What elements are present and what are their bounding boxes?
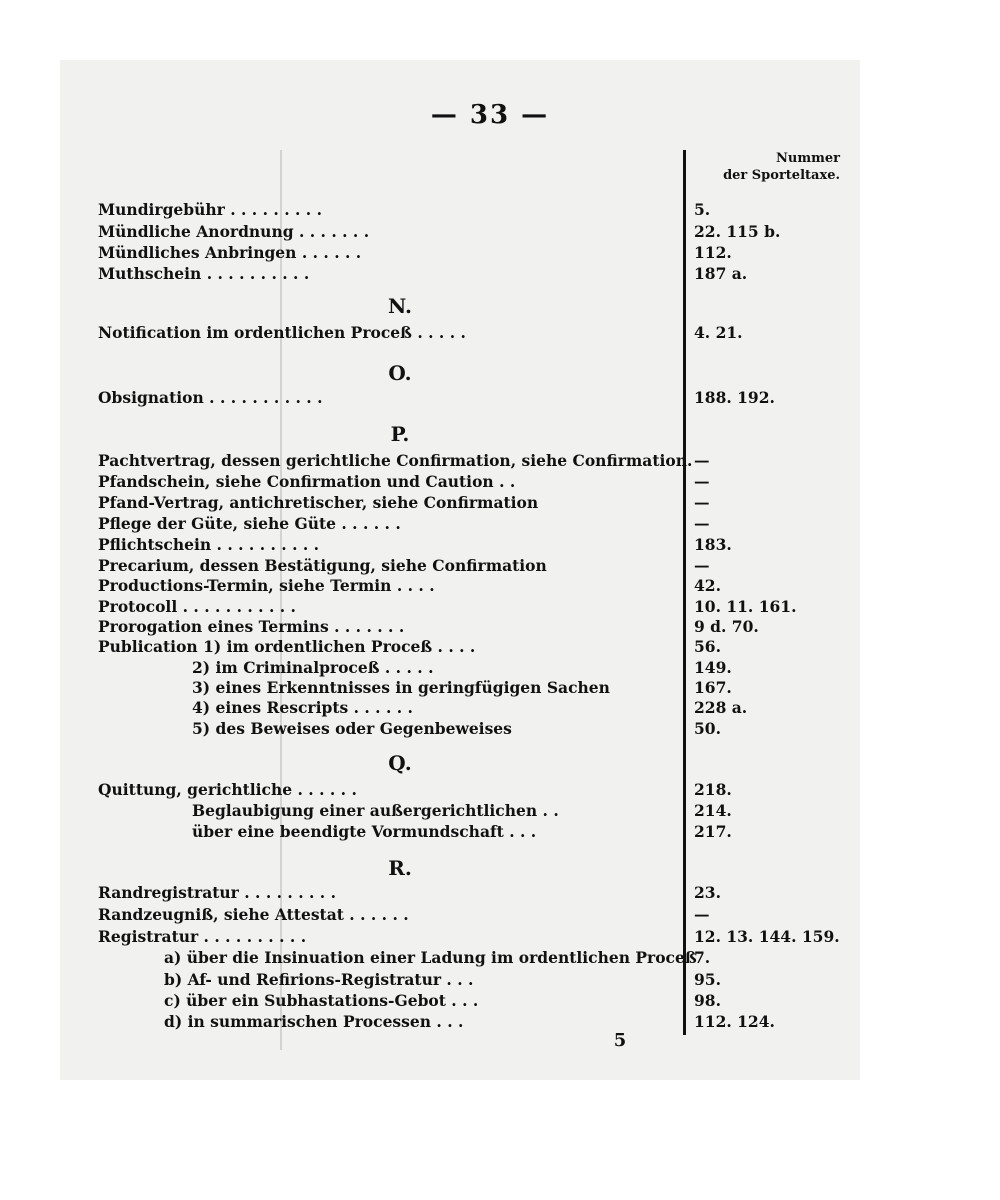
entry-number: 218.	[694, 780, 732, 799]
entry-label: Quittung, gerichtliche . . . . . .	[98, 780, 357, 799]
entry-number: 98.	[694, 991, 721, 1010]
entry-number: 214.	[694, 801, 732, 820]
entry-number: 167.	[694, 678, 732, 697]
index-row	[98, 636, 828, 658]
entry-label: Randregistratur . . . . . . . . .	[98, 883, 336, 902]
index-row	[98, 555, 828, 577]
entry-label: Pflege der Güte, siehe Güte . . . . . .	[98, 514, 401, 533]
index-row	[98, 387, 828, 409]
entry-number: 7.	[694, 948, 711, 967]
index-row	[98, 263, 828, 285]
index-row	[98, 882, 828, 904]
index-row	[98, 947, 828, 969]
entry-label: Muthschein . . . . . . . . . .	[98, 264, 310, 283]
entry-number: 4. 21.	[694, 323, 743, 342]
index-row	[98, 677, 828, 699]
entry-number: 188. 192.	[694, 388, 775, 407]
section-letter: Q.	[388, 751, 412, 775]
index-row	[98, 718, 828, 740]
entry-number: —	[694, 556, 710, 575]
index-row	[98, 513, 828, 535]
index-row	[98, 779, 828, 801]
entry-number: 42.	[694, 576, 721, 595]
entry-label: 4) eines Rescripts . . . . . .	[192, 698, 413, 717]
index-row	[98, 616, 828, 638]
entry-number: 149.	[694, 658, 732, 677]
index-row	[98, 534, 828, 556]
entry-number: 56.	[694, 637, 721, 656]
column-header-line-1: Nummer	[776, 151, 840, 166]
entry-number: 22. 115 b.	[694, 222, 781, 241]
entry-label: Mündliches Anbringen . . . . . .	[98, 243, 362, 262]
index-row	[98, 492, 828, 514]
index-row	[98, 800, 828, 822]
entry-number: 228 a.	[694, 698, 748, 717]
entry-number: —	[694, 905, 710, 924]
entry-number: —	[694, 493, 710, 512]
section-letter: R.	[388, 856, 412, 880]
signature-mark: 5	[613, 1030, 627, 1051]
index-row	[98, 450, 828, 472]
index-row	[98, 821, 828, 843]
entry-number: 183.	[694, 535, 732, 554]
entry-label: über eine beendigte Vormundschaft . . .	[192, 822, 537, 841]
entry-number: 95.	[694, 970, 721, 989]
index-row	[98, 322, 828, 344]
page-number: — 33 —	[430, 100, 550, 130]
entry-number: —	[694, 514, 710, 533]
section-letter: N.	[388, 294, 412, 318]
entry-number: 50.	[694, 719, 721, 738]
entry-label: Beglaubigung einer außergerichtlichen . .	[192, 801, 559, 820]
entry-number: 187 a.	[694, 264, 748, 283]
entry-label: b) Af- und Refirions-Registratur . . .	[164, 970, 474, 989]
entry-number: 5.	[694, 200, 711, 219]
entry-label: 3) eines Erkenntnisses in geringfügigen Sachen	[192, 678, 610, 697]
entry-label: Randzeugniß, siehe Attestat . . . . . .	[98, 905, 409, 924]
index-row	[98, 697, 828, 719]
entry-label: d) in summarischen Processen . . .	[164, 1012, 464, 1031]
entry-label: Protocoll . . . . . . . . . . .	[98, 597, 296, 616]
index-row	[98, 990, 828, 1012]
column-header	[700, 150, 840, 184]
entry-number: 10. 11. 161.	[694, 597, 797, 616]
entry-label: a) über die Insinuation einer Ladung im ordentlichen Proceß	[164, 948, 697, 967]
entry-label: Pflichtschein . . . . . . . . . .	[98, 535, 320, 554]
entry-label: c) über ein Subhastations-Gebot . . .	[164, 991, 479, 1010]
index-row	[98, 969, 828, 991]
index-row	[98, 575, 828, 597]
entry-label: Registratur . . . . . . . . . .	[98, 927, 307, 946]
index-row	[98, 596, 828, 618]
entry-number: 9 d. 70.	[694, 617, 759, 636]
index-row	[98, 1011, 828, 1033]
entry-label: 5) des Beweises oder Gegenbeweises	[192, 719, 512, 738]
entry-label: Mündliche Anordnung . . . . . . .	[98, 222, 370, 241]
entry-number: 217.	[694, 822, 732, 841]
index-row	[98, 904, 828, 926]
index-row	[98, 471, 828, 493]
entry-number: 23.	[694, 883, 721, 902]
index-row	[98, 242, 828, 264]
entry-label: Publication 1) im ordentlichen Proceß . . . .	[98, 637, 476, 656]
entry-number: 112.	[694, 243, 732, 262]
column-header-line-2: der Sporteltaxe.	[723, 168, 840, 183]
section-letter: P.	[390, 422, 410, 446]
entry-label: Pfandschein, siehe Confirmation und Caution . .	[98, 472, 516, 491]
entry-label: 2) im Criminalproceß . . . . .	[192, 658, 434, 677]
entry-label: Pachtvertrag, dessen gerichtliche Confirmation, siehe Confirmation.	[98, 451, 693, 470]
entry-label: Productions-Termin, siehe Termin . . . .	[98, 576, 435, 595]
entry-label: Notification im ordentlichen Proceß . . . . .	[98, 323, 466, 342]
section-letter: O.	[388, 361, 412, 385]
entry-number: 12. 13. 144. 159.	[694, 927, 840, 946]
index-row	[98, 926, 840, 948]
index-row	[98, 657, 828, 679]
entry-label: Precarium, dessen Bestätigung, siehe Confirmation	[98, 556, 547, 575]
entry-label: Prorogation eines Termins . . . . . . .	[98, 617, 405, 636]
index-row	[98, 221, 828, 243]
entry-label: Obsignation . . . . . . . . . . .	[98, 388, 323, 407]
entry-label: Mundirgebühr . . . . . . . . .	[98, 200, 322, 219]
entry-number: —	[694, 451, 710, 470]
entry-number: 112. 124.	[694, 1012, 775, 1031]
entry-label: Pfand-Vertrag, antichretischer, siehe Confirmation	[98, 493, 539, 512]
entry-number: —	[694, 472, 710, 491]
index-row	[98, 199, 828, 221]
